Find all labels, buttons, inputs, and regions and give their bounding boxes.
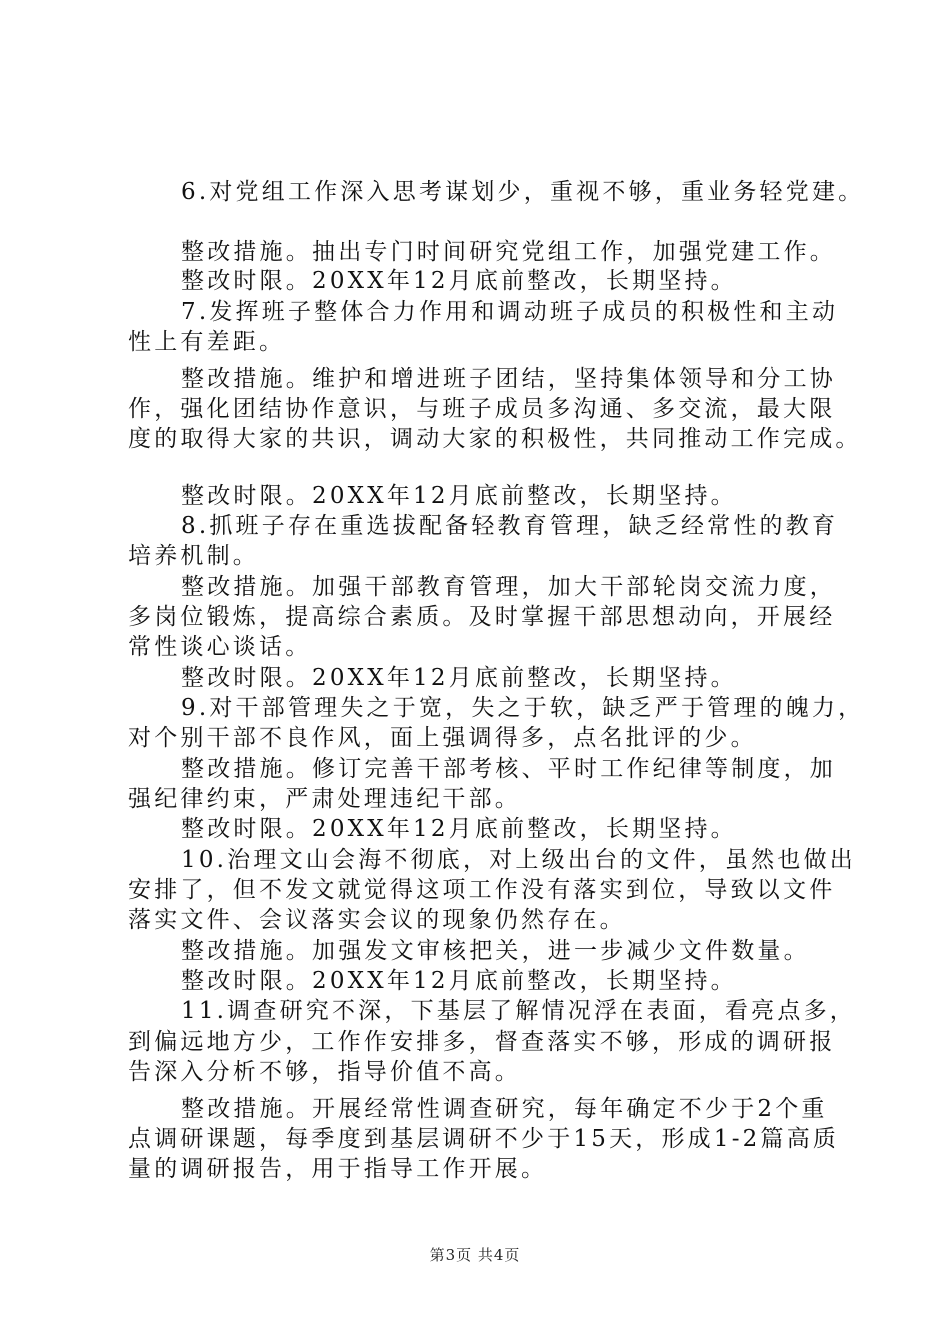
- text-line: 11.调查研究不深，下基层了解情况浮在表面，看亮点多，: [181, 998, 856, 1024]
- text-line: 度的取得大家的共识，调动大家的积极性，共同推动工作完成。: [128, 426, 862, 452]
- text-line: 10.治理文山会海不彻底，对上级出台的文件，虽然也做出: [181, 847, 856, 873]
- text-line: 8.抓班子存在重选拔配备轻教育管理，缺乏经常性的教育: [181, 513, 839, 539]
- text-line: 9.对干部管理失之于宽，失之于软，缺乏严于管理的魄力，: [181, 695, 865, 721]
- text-line: 性上有差距。: [128, 329, 286, 355]
- text-line: 整改措施。开展经常性调查研究，每年确定不少于2个重: [181, 1096, 828, 1122]
- text-line: 整改时限。20XX年12月底前整改，长期坚持。: [181, 268, 737, 294]
- text-line: 整改时限。20XX年12月底前整改，长期坚持。: [181, 665, 737, 691]
- text-line: 整改时限。20XX年12月底前整改，长期坚持。: [181, 968, 737, 994]
- text-line: 常性谈心谈话。: [128, 634, 312, 660]
- text-line: 到偏远地方少，工作作安排多，督查落实不够，形成的调研报: [128, 1029, 836, 1055]
- text-line: 整改措施。加强干部教育管理，加大干部轮岗交流力度，: [181, 574, 836, 600]
- text-line: 作，强化团结协作意识，与班子成员多沟通、多交流，最大限: [128, 396, 836, 422]
- text-line: 对个别干部不良作风，面上强调得多，点名批评的少。: [128, 725, 757, 751]
- text-line: 强纪律约束，严肃处理违纪干部。: [128, 786, 521, 812]
- text-line: 告深入分析不够，指导价值不高。: [128, 1059, 521, 1085]
- text-line: 整改措施。抽出专门时间研究党组工作，加强党建工作。: [181, 239, 836, 265]
- text-line: 培养机制。: [128, 543, 259, 569]
- text-line: 安排了，但不发文就觉得这项工作没有落实到位，导致以文件: [128, 877, 836, 903]
- text-line: 6.对党组工作深入思考谋划少，重视不够，重业务轻党建。: [181, 179, 865, 205]
- page-number-footer: 第3页 共4页: [429, 1246, 521, 1264]
- text-line: 点调研课题，每季度到基层调研不少于15天，形成1-2篇高质: [128, 1126, 840, 1152]
- text-line: 整改时限。20XX年12月底前整改，长期坚持。: [181, 816, 737, 842]
- text-line: 整改措施。修订完善干部考核、平时工作纪律等制度，加: [181, 756, 836, 782]
- text-line: 落实文件、会议落实会议的现象仍然存在。: [128, 907, 626, 933]
- text-line: 量的调研报告，用于指导工作开展。: [128, 1156, 548, 1182]
- text-line: 整改措施。维护和增进班子团结，坚持集体领导和分工协: [181, 366, 836, 392]
- text-line: 7.发挥班子整体合力作用和调动班子成员的积极性和主动: [181, 299, 839, 325]
- text-line: 整改措施。加强发文审核把关，进一步减少文件数量。: [181, 938, 810, 964]
- text-line: 多岗位锻炼，提高综合素质。及时掌握干部思想动向，开展经: [128, 604, 836, 630]
- text-line: 整改时限。20XX年12月底前整改，长期坚持。: [181, 483, 737, 509]
